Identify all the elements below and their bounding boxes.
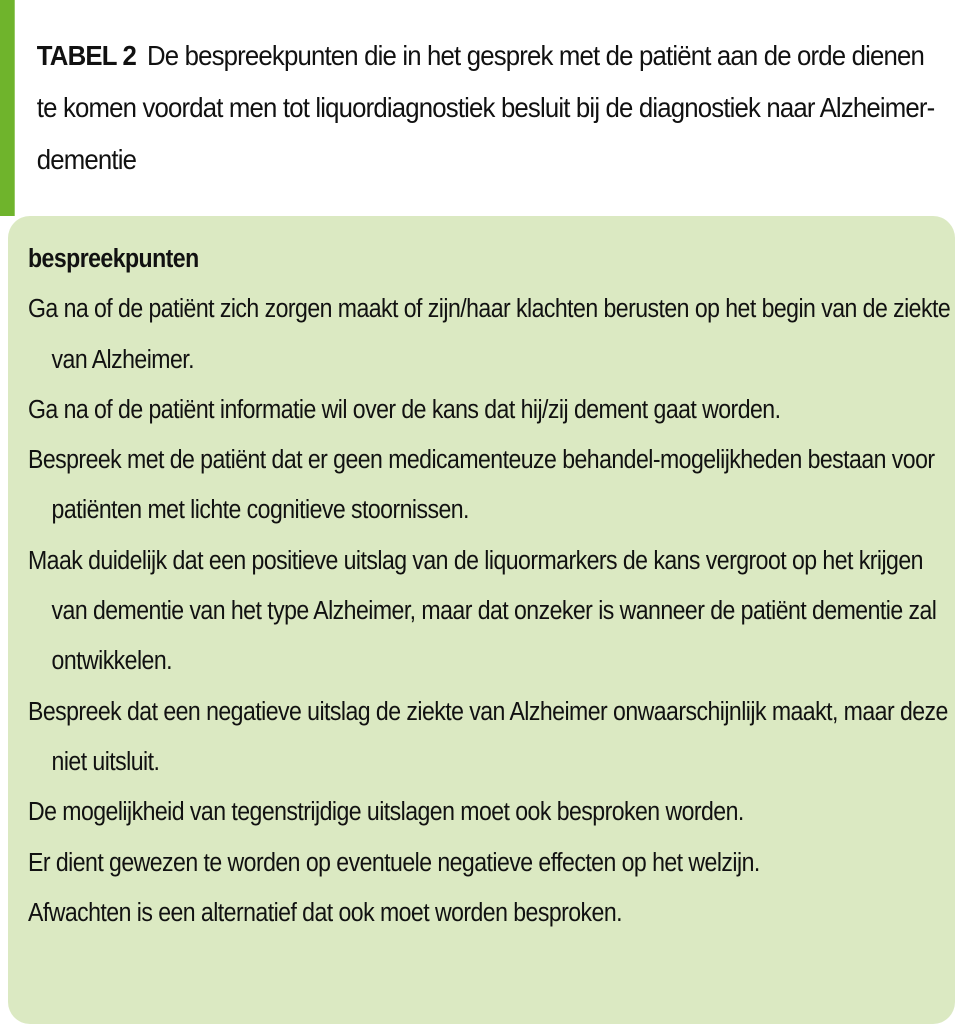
table-caption-text: De bespreekpunten die in het gesprek met de patiënt aan de orde dienen te komen voordat men tot liquordiagnostiek besluit bij de diagnostiek naar Alzheimer-dementie <box>36 40 935 175</box>
table-caption <box>0 0 957 216</box>
list-item: Ga na of de patiënt informatie wil over de kans dat hij/zij dement gaat worden. <box>28 395 781 424</box>
box-heading: bespreekpunten <box>28 245 199 273</box>
list-item: Bespreek dat een negatieve uitslag de ziekte van Alzheimer onwaarschijnlijk maakt, maar deze niet uitsluit. <box>28 697 948 776</box>
list-item: Afwachten is een alternatief dat ook moet worden besproken. <box>28 898 623 927</box>
discussion-points-box <box>8 216 955 1024</box>
list-item: De mogelijkheid van tegenstrijdige uitslagen moet ook besproken worden. <box>28 798 744 827</box>
list-item: Maak duidelijk dat een positieve uitslag van de liquormarkers de kans vergroot op het krijgen van dementie van het type Alzheimer, maar dat onzeker is wanneer de patiënt dementie zal ontwikkelen. <box>28 546 937 676</box>
discussion-points-content <box>28 234 951 938</box>
table-label: TABEL 2 <box>36 40 136 71</box>
list-item: Ga na of de patiënt zich zorgen maakt of zijn/haar klachten berusten op het begin van de ziekte van Alzheimer. <box>28 295 951 374</box>
list-item: Er dient gewezen te worden op eventuele negatieve effecten op het welzijn. <box>28 848 760 877</box>
list-item: Bespreek met de patiënt dat er geen medicamenteuze behandel-mogelijkheden bestaan voor patiënten met lichte cognitieve stoornissen. <box>28 446 935 525</box>
